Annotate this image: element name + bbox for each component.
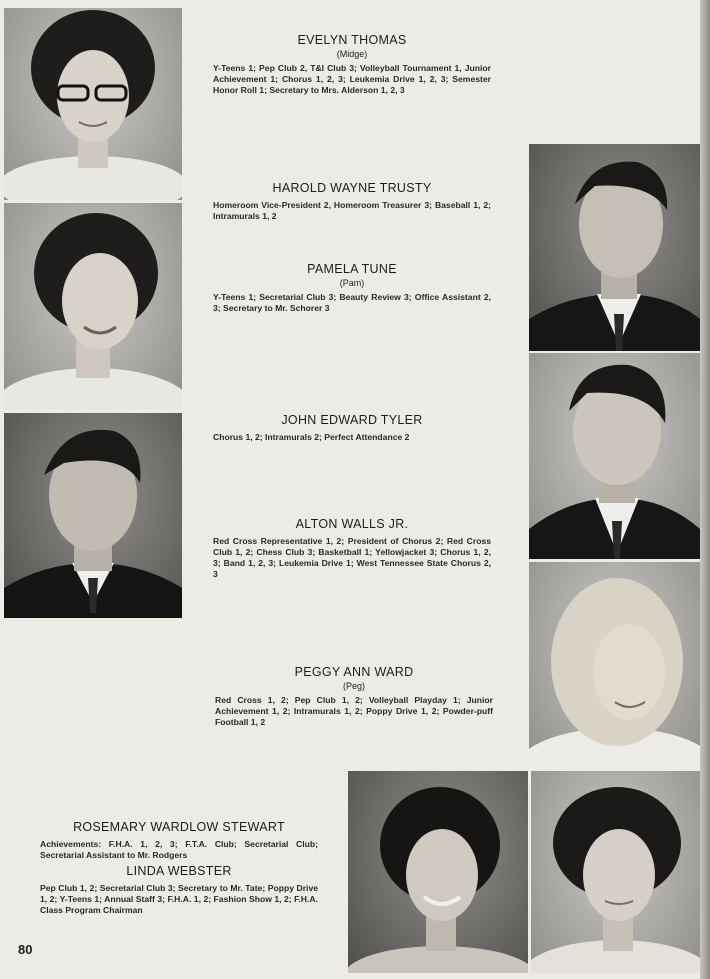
portrait-pamela-tune bbox=[4, 203, 182, 410]
portrait-evelyn-thomas bbox=[4, 8, 182, 200]
entry-alton-walls bbox=[213, 517, 491, 580]
entry-pamela-tune bbox=[213, 262, 491, 314]
student-activities: Y-Teens 1; Pep Club 2, T&I Club 3; Volleyball Tournament 1, Junior Achievement 1; Chorus 1, 2, 3; Leukemia Drive 1, 2, 3; Semester Honor Roll 1; Secretary to Mrs. Alderson 1, 2, 3 bbox=[213, 63, 491, 95]
student-nickname: (Midge) bbox=[336, 49, 368, 59]
student-activities: Red Cross Representative 1, 2; President of Chorus 2; Red Cross Club 1, 2; Chess Club 3; Basketball 1; Yellowjacket 3; Chorus 1, 2, 3; Band 1, 2, 3; Leukemia Drive 1; West Tennessee State Chorus 2, 3 bbox=[213, 536, 491, 579]
student-name: PAMELA TUNE bbox=[307, 262, 397, 276]
student-name: LINDA WEBSTER bbox=[126, 864, 232, 878]
student-name: ALTON WALLS JR. bbox=[295, 517, 409, 531]
student-nickname: (Pam) bbox=[339, 278, 365, 288]
student-nickname: (Peg) bbox=[342, 681, 365, 691]
portrait-linda-webster bbox=[531, 771, 700, 973]
student-name: PEGGY ANN WARD bbox=[294, 665, 414, 679]
student-activities: Chorus 1, 2; Intramurals 2; Perfect Attendance 2 bbox=[213, 432, 410, 442]
entry-rosemary-wardlow-stewart bbox=[40, 820, 318, 861]
student-activities: Y-Teens 1; Secretarial Club 3; Beauty Review 3; Office Assistant 2, 3; Secretary to Mr. Schorer 3 bbox=[213, 292, 491, 313]
entry-evelyn-thomas bbox=[213, 33, 491, 96]
page-number: 80 bbox=[18, 942, 33, 957]
entry-harold-wayne-trusty bbox=[213, 181, 491, 222]
entry-linda-webster bbox=[40, 864, 318, 916]
student-name: ROSEMARY WARDLOW STEWART bbox=[73, 820, 285, 834]
student-activities: Red Cross 1, 2; Pep Club 1, 2; Volleyball Playday 1; Junior Achievement 1, 2; Intramurals 1, 2; Poppy Drive 1, 2; Powder-puff Football 1, 2 bbox=[215, 695, 493, 727]
entry-john-edward-tyler bbox=[213, 413, 491, 443]
student-name: HAROLD WAYNE TRUSTY bbox=[272, 181, 432, 195]
entry-peggy-ann-ward bbox=[215, 665, 493, 728]
student-name: JOHN EDWARD TYLER bbox=[281, 413, 423, 427]
portrait-rosemary-wardlow-stewart bbox=[348, 771, 528, 973]
student-name: EVELYN THOMAS bbox=[297, 33, 407, 47]
student-activities: Homeroom Vice-President 2, Homeroom Treasurer 3; Baseball 1, 2; Intramurals 1, 2 bbox=[213, 200, 491, 221]
student-activities: Achievements: F.H.A. 1, 2, 3; F.T.A. Club; Secretarial Club; Secretarial Assistant to Mr. Rodgers bbox=[40, 839, 318, 860]
portrait-alton-walls bbox=[4, 413, 182, 618]
portrait-peggy-ann-ward bbox=[529, 562, 700, 768]
book-spine-edge bbox=[700, 0, 710, 979]
portrait-john-edward-tyler bbox=[529, 353, 700, 559]
student-activities: Pep Club 1, 2; Secretarial Club 3; Secretary to Mr. Tate; Poppy Drive 1, 2; Y-Teens 1; Annual Staff 3; F.H.A. 1, 2; Fashion Show 1, 2; F.H.A. Class Program Chairman bbox=[40, 883, 318, 915]
portrait-harold-wayne-trusty bbox=[529, 144, 700, 351]
